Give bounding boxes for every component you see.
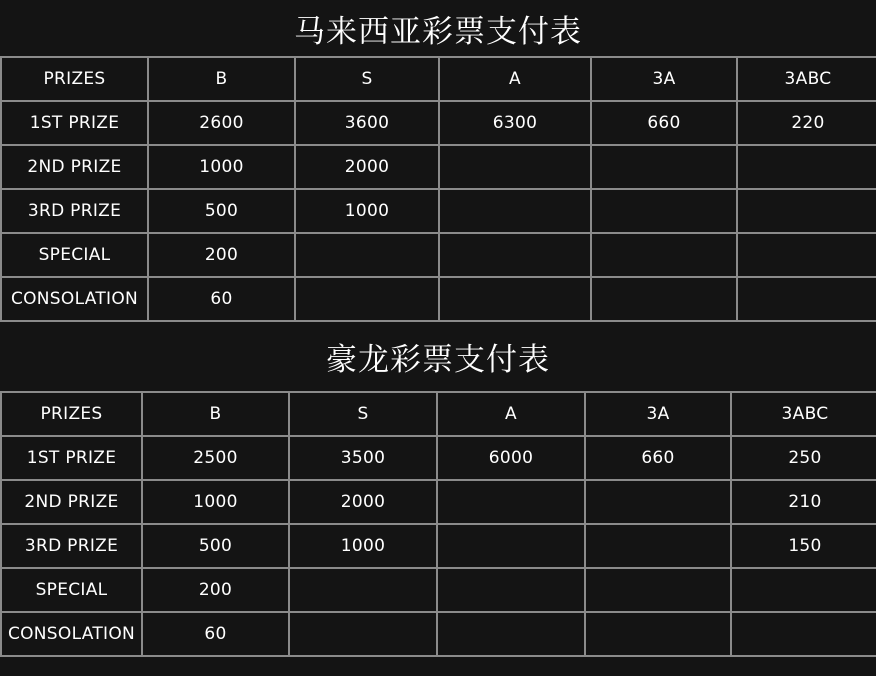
payout-cell: 6300 bbox=[439, 101, 591, 145]
payout-cell-empty bbox=[591, 189, 737, 233]
column-header-a: A bbox=[437, 392, 585, 436]
payout-cell-empty bbox=[439, 233, 591, 277]
row-label: CONSOLATION bbox=[1, 612, 142, 656]
haolong-payout-table bbox=[0, 391, 876, 657]
payout-cell-empty bbox=[295, 233, 439, 277]
table-row bbox=[1, 101, 876, 145]
payout-cell-empty bbox=[591, 145, 737, 189]
payout-cell-empty bbox=[585, 612, 731, 656]
payout-cell-empty bbox=[737, 233, 876, 277]
table-row bbox=[1, 436, 876, 480]
payout-cell-empty bbox=[289, 568, 437, 612]
payout-cell: 660 bbox=[591, 101, 737, 145]
payout-cell: 60 bbox=[142, 612, 289, 656]
payout-cell-empty bbox=[737, 189, 876, 233]
payout-cell: 2500 bbox=[142, 436, 289, 480]
haolong-payout-section bbox=[0, 322, 876, 657]
payout-cell-empty bbox=[585, 480, 731, 524]
payout-cell: 3500 bbox=[289, 436, 437, 480]
payout-cell-empty bbox=[439, 145, 591, 189]
column-header-a: A bbox=[439, 57, 591, 101]
payout-cell-empty bbox=[437, 568, 585, 612]
column-header-3abc: 3ABC bbox=[737, 57, 876, 101]
payout-cell-empty bbox=[591, 233, 737, 277]
payout-cell-empty bbox=[731, 568, 876, 612]
payout-cell: 3600 bbox=[295, 101, 439, 145]
payout-cell: 2600 bbox=[148, 101, 295, 145]
header-row bbox=[1, 57, 876, 101]
payout-cell-empty bbox=[437, 612, 585, 656]
haolong-table-title: 豪龙彩票支付表 bbox=[326, 342, 550, 378]
payout-cell-empty bbox=[439, 189, 591, 233]
payout-cell: 150 bbox=[731, 524, 876, 568]
table-row bbox=[1, 524, 876, 568]
payout-cell-empty bbox=[289, 612, 437, 656]
payout-cell-empty bbox=[437, 524, 585, 568]
column-header-b: B bbox=[148, 57, 295, 101]
payout-cell-empty bbox=[439, 277, 591, 321]
payout-cell: 200 bbox=[142, 568, 289, 612]
payout-cell: 210 bbox=[731, 480, 876, 524]
malaysia-payout-section bbox=[0, 0, 876, 322]
payout-cell-empty bbox=[437, 480, 585, 524]
row-label: 2ND PRIZE bbox=[1, 480, 142, 524]
malaysia-payout-table bbox=[0, 56, 876, 322]
table-row bbox=[1, 480, 876, 524]
row-label: 3RD PRIZE bbox=[1, 524, 142, 568]
payout-cell-empty bbox=[737, 277, 876, 321]
payout-cell: 1000 bbox=[295, 189, 439, 233]
table-row bbox=[1, 145, 876, 189]
payout-cell: 2000 bbox=[289, 480, 437, 524]
row-label: CONSOLATION bbox=[1, 277, 148, 321]
column-header-b: B bbox=[142, 392, 289, 436]
column-header-3a: 3A bbox=[585, 392, 731, 436]
payout-cell-empty bbox=[585, 524, 731, 568]
column-header-3abc: 3ABC bbox=[731, 392, 876, 436]
malaysia-table-title: 马来西亚彩票支付表 bbox=[294, 13, 582, 50]
column-header-prizes: PRIZES bbox=[1, 392, 142, 436]
payout-cell: 1000 bbox=[148, 145, 295, 189]
column-header-s: S bbox=[289, 392, 437, 436]
payout-cell: 1000 bbox=[142, 480, 289, 524]
header-row bbox=[1, 392, 876, 436]
column-header-s: S bbox=[295, 57, 439, 101]
row-label: 2ND PRIZE bbox=[1, 145, 148, 189]
payout-cell-empty bbox=[737, 145, 876, 189]
payout-cell: 60 bbox=[148, 277, 295, 321]
table-row bbox=[1, 612, 876, 656]
payout-cell: 200 bbox=[148, 233, 295, 277]
payout-cell: 220 bbox=[737, 101, 876, 145]
payout-cell: 500 bbox=[148, 189, 295, 233]
table-row bbox=[1, 189, 876, 233]
row-label: 3RD PRIZE bbox=[1, 189, 148, 233]
payout-cell-empty bbox=[591, 277, 737, 321]
payout-cell-empty bbox=[731, 612, 876, 656]
column-header-3a: 3A bbox=[591, 57, 737, 101]
column-header-prizes: PRIZES bbox=[1, 57, 148, 101]
row-label: 1ST PRIZE bbox=[1, 101, 148, 145]
table-row bbox=[1, 277, 876, 321]
payout-cell: 500 bbox=[142, 524, 289, 568]
row-label: SPECIAL bbox=[1, 568, 142, 612]
table-row bbox=[1, 568, 876, 612]
payout-cell: 1000 bbox=[289, 524, 437, 568]
row-label: 1ST PRIZE bbox=[1, 436, 142, 480]
payout-cell: 2000 bbox=[295, 145, 439, 189]
payout-cell: 6000 bbox=[437, 436, 585, 480]
payout-cell: 660 bbox=[585, 436, 731, 480]
table-row bbox=[1, 233, 876, 277]
row-label: SPECIAL bbox=[1, 233, 148, 277]
payout-cell-empty bbox=[585, 568, 731, 612]
payout-cell-empty bbox=[295, 277, 439, 321]
payout-cell: 250 bbox=[731, 436, 876, 480]
